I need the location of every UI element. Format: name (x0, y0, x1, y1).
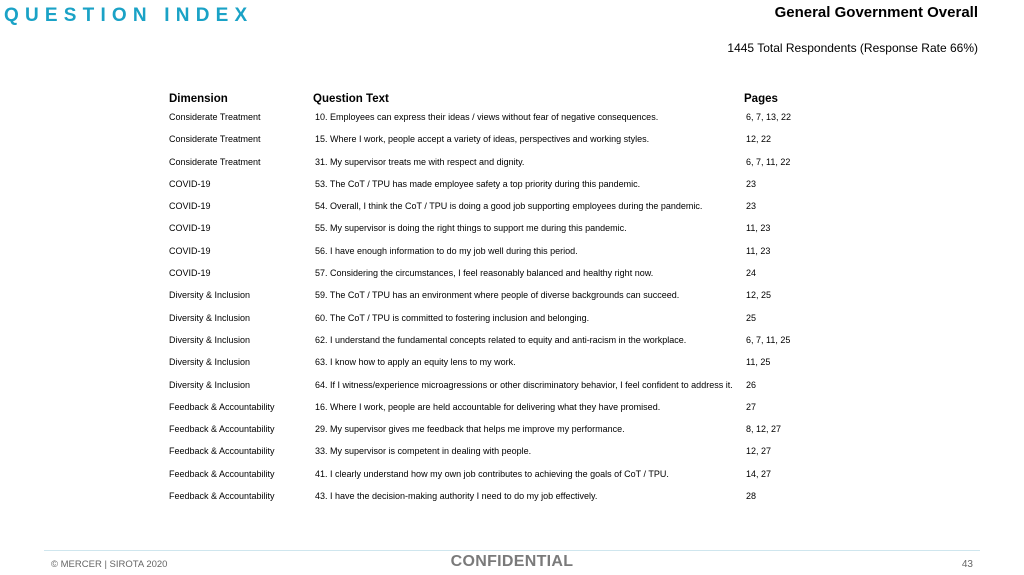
pages-cell: 11, 23 (746, 245, 771, 256)
table-row (0, 201, 1024, 223)
page-title: QUESTION INDEX (4, 5, 254, 26)
dimension-cell: Diversity & Inclusion (169, 290, 251, 301)
column-header-pages: Pages (744, 93, 778, 105)
dimension-cell: COVID-19 (169, 223, 211, 234)
pages-cell: 6, 7, 13, 22 (746, 112, 792, 122)
pages-cell: 11, 25 (746, 357, 771, 368)
table-row (0, 290, 1024, 312)
table-row (0, 491, 1024, 513)
table-row (0, 402, 1024, 424)
pages-cell: 24 (746, 268, 757, 279)
pages-cell: 27 (746, 401, 757, 412)
table-row (0, 246, 1024, 268)
table-header (0, 93, 1024, 109)
pages-cell: 26 (746, 379, 757, 390)
table-row (0, 313, 1024, 335)
question-cell: 64. If I witness/experience microagressions or other discriminatory behavior, I feel confident to address it. (315, 379, 733, 390)
dimension-cell: Diversity & Inclusion (169, 334, 251, 345)
table-row (0, 424, 1024, 446)
question-cell: 54. Overall, I think the CoT / TPU is doing a good job supporting employees during the pandemic. (315, 201, 703, 212)
table-row (0, 134, 1024, 156)
pages-cell: 6, 7, 11, 22 (746, 156, 791, 167)
table-row (0, 380, 1024, 402)
dimension-cell: Feedback & Accountability (169, 401, 275, 412)
question-cell: 60. The CoT / TPU is committed to fostering inclusion and belonging. (315, 312, 590, 323)
pages-cell: 12, 22 (746, 134, 772, 145)
dimension-cell: Feedback & Accountability (169, 424, 275, 435)
pages-cell: 25 (746, 312, 757, 323)
dimension-cell: Diversity & Inclusion (169, 379, 251, 390)
dimension-cell: Considerate Treatment (169, 156, 261, 167)
pages-cell: 23 (746, 201, 757, 212)
dimension-cell: Feedback & Accountability (169, 491, 275, 502)
pages-cell: 12, 27 (746, 446, 772, 457)
question-cell: 41. I clearly understand how my own job contributes to achieving the goals of CoT / TPU. (315, 468, 669, 479)
pages-cell: 12, 25 (746, 290, 772, 301)
column-header-question-text: Question Text (313, 93, 389, 105)
pages-cell: 6, 7, 11, 25 (746, 334, 791, 345)
dimension-cell: Considerate Treatment (169, 134, 261, 145)
pages-cell: 11, 23 (746, 223, 771, 234)
question-cell: 57. Considering the circumstances, I feel reasonably balanced and healthy right now. (315, 268, 654, 279)
dimension-cell: COVID-19 (169, 178, 211, 189)
pages-cell: 14, 27 (746, 468, 772, 479)
question-cell: 29. My supervisor gives me feedback that helps me improve my performance. (315, 424, 625, 435)
table-row (0, 446, 1024, 468)
question-cell: 15. Where I work, people accept a variety of ideas, perspectives and working styles. (315, 134, 650, 145)
dimension-cell: COVID-19 (169, 245, 211, 256)
copyright-text: © MERCER | SIROTA 2020 (51, 559, 168, 570)
table-row (0, 112, 1024, 134)
page-number: 43 (961, 559, 973, 570)
dimension-cell: Feedback & Accountability (169, 468, 275, 479)
table-row (0, 223, 1024, 245)
table-row (0, 335, 1024, 357)
dimension-cell: COVID-19 (169, 268, 211, 279)
question-cell: 31. My supervisor treats me with respect and dignity. (315, 156, 525, 167)
table-row (0, 268, 1024, 290)
table-row (0, 357, 1024, 379)
question-cell: 59. The CoT / TPU has an environment where people of diverse backgrounds can succeed. (315, 290, 680, 301)
confidential-label: CONFIDENTIAL (450, 553, 574, 570)
pages-cell: 8, 12, 27 (746, 424, 782, 435)
pages-cell: 28 (746, 491, 757, 502)
question-cell: 63. I know how to apply an equity lens to my work. (315, 357, 516, 368)
respondents-summary: 1445 Total Respondents (Response Rate 66%) (727, 41, 978, 55)
dimension-cell: Diversity & Inclusion (169, 312, 251, 323)
question-cell: 16. Where I work, people are held accountable for delivering what they have promised. (315, 401, 661, 412)
question-table (0, 112, 1024, 513)
pages-cell: 23 (746, 178, 757, 189)
dimension-cell: COVID-19 (169, 201, 211, 212)
column-header-dimension: Dimension (169, 93, 228, 105)
question-cell: 43. I have the decision-making authority I need to do my job effectively. (315, 491, 598, 502)
question-cell: 33. My supervisor is competent in dealing with people. (315, 446, 532, 457)
dimension-cell: Considerate Treatment (169, 112, 261, 122)
footer-divider (44, 550, 980, 551)
question-cell: 10. Employees can express their ideas / views without fear of negative consequences. (315, 112, 659, 122)
dimension-cell: Feedback & Accountability (169, 446, 275, 457)
report-subtitle: General Government Overall (774, 4, 978, 21)
question-cell: 55. My supervisor is doing the right things to support me during this pandemic. (315, 223, 627, 234)
question-cell: 53. The CoT / TPU has made employee safety a top priority during this pandemic. (315, 178, 641, 189)
table-row (0, 179, 1024, 201)
table-row (0, 469, 1024, 491)
question-cell: 62. I understand the fundamental concepts related to equity and anti-racism in the workplace. (315, 334, 687, 345)
dimension-cell: Diversity & Inclusion (169, 357, 251, 368)
table-row (0, 157, 1024, 179)
question-cell: 56. I have enough information to do my job well during this period. (315, 245, 578, 256)
